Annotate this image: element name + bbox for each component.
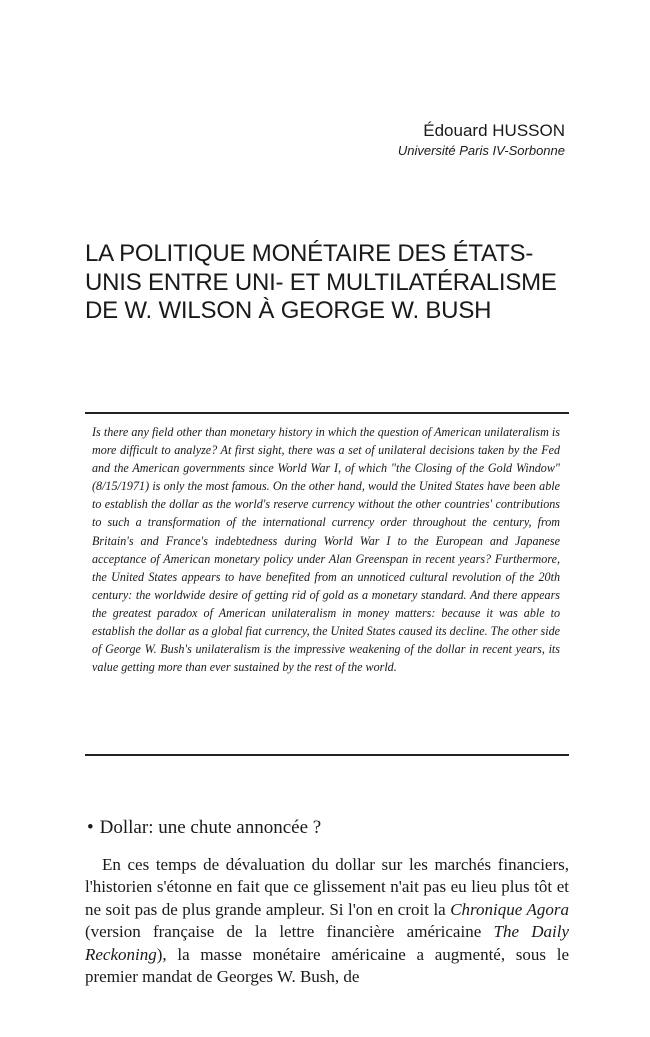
article-title [85,240,575,326]
author-name: Édouard HUSSON [423,121,565,140]
body-text-segment: ), la masse monétaire américaine a augmenté, sous le premier mandat de Georges W. Bush, de [85,944,569,987]
title-line: LA POLITIQUE MONÉTAIRE DES ÉTATS- [85,240,534,267]
abstract: Is there any field other than monetary history in which the question of American unilateralism is more difficult to analyze? At first sight, there was a set of unilateral decisions taken by the Fed and the American governments since World War I, of which "the Closing of the Gold Window" (8/15/1971) is only the most famous. On the other hand, would the United States have been able to establish the dollar as the world's reserve currency without the other countries' contributions to such a transformation of the international currency order throughout the century, from Britain's and France's indebtedness during World War I to the European and Japanese acceptance of American monetary policy under Alan Greenspan in recent years? Furthermore, the United States appears to have benefited from an unnoticed cultural revolution of the 20th century: the worldwide desire of getting rid of gold as a monetary standard. And there appears the greatest paradox of American unilateralism in money matters: because it was able to establish the dollar as a global fiat currency, the United States caused its decline. The other side of George W. Bush's unilateralism is the impressive weakening of the dollar in recent years, its value getting more than ever sustained by the rest of the world. [92,425,560,675]
bullet-icon: • [87,817,94,838]
abstract-bottom-rule [85,754,569,756]
source-title: The Daily Reckoning [85,922,569,964]
body-text-segment: (version française de la lettre financière américaine [85,922,494,942]
section-heading [87,816,321,840]
body-paragraph [85,854,569,988]
abstract-top-rule [85,412,569,414]
body-text-segment: En ces temps de dévaluation du dollar sur les marchés financiers, l'historien s'étonne en fait que ce glissement n'ait pas eu lieu plus tôt et ne soit pas de plus grande ampleur. Si l'on en croit la [85,855,569,919]
source-title: Chronique Agora [450,899,569,919]
section-heading-text: Dollar: une chute annoncée ? [99,817,322,838]
title-line: DE W. WILSON À GEORGE W. BUSH [85,297,492,324]
author-block [398,120,565,160]
author-affiliation: Université Paris IV-Sorbonne [397,143,565,158]
title-line: UNIS ENTRE UNI- ET MULTILATÉRALISME [85,268,557,296]
